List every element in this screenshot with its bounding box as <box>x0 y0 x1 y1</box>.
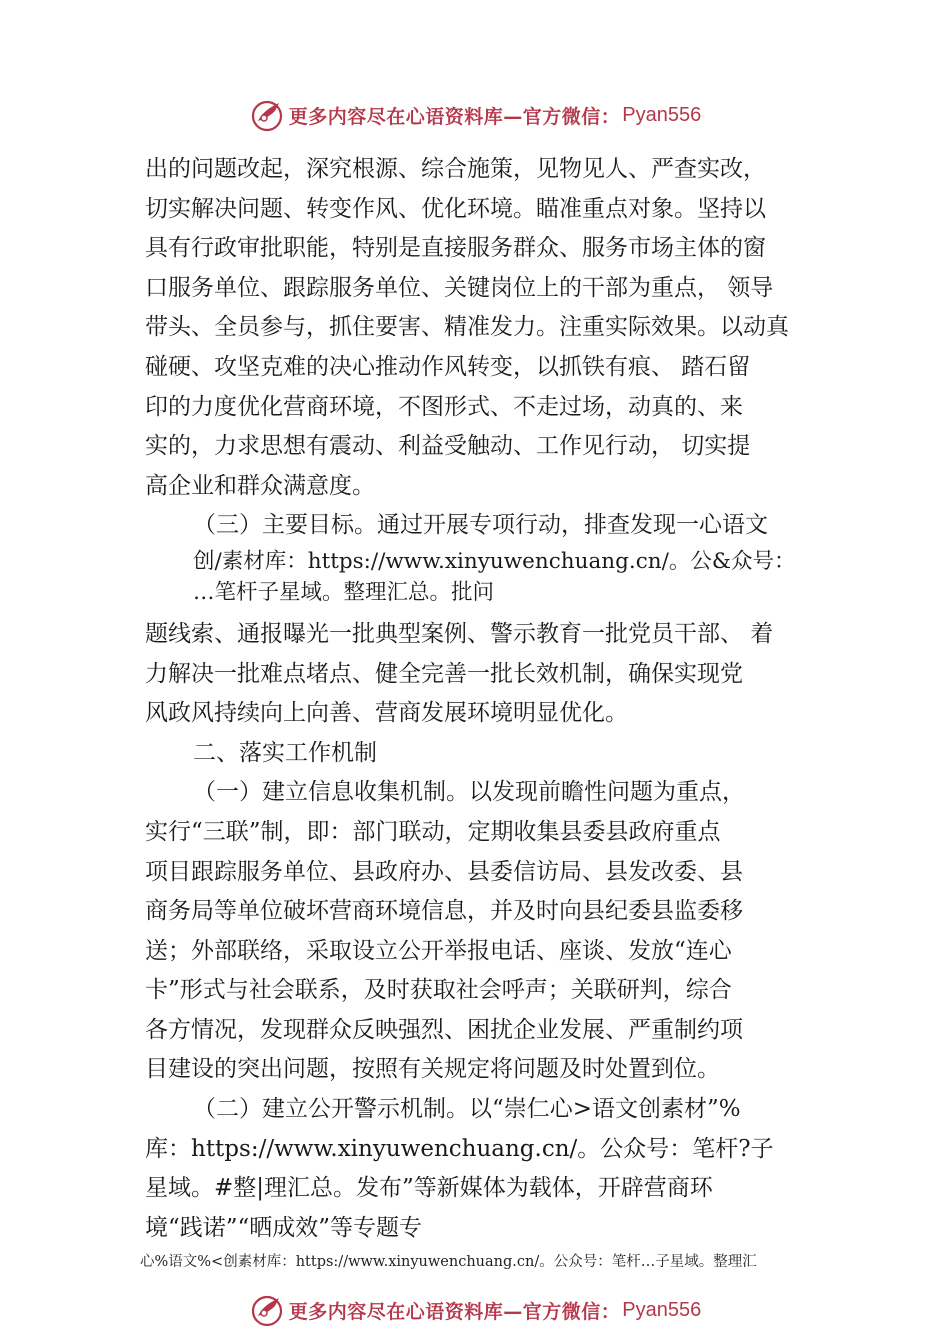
text-line: 高企业和群众满意度。 <box>145 472 375 499</box>
text-line: 库：https://www.xinyuwenchuang.cn/。公众号：笔杆?子 <box>145 1135 774 1162</box>
text-line: 商务局等单位破坏营商环境信息，并及时向县纪委县监委移 <box>145 898 743 925</box>
brand-logo-icon <box>249 97 285 133</box>
text-line: 印的力度优化营商环境，不图形式、不走过场，动真的、来 <box>145 393 743 420</box>
text-line: 项目跟踪服务单位、县政府办、县委信访局、县发改委、县 <box>145 858 743 885</box>
section-heading: 二、落实工作机制 <box>193 739 377 766</box>
footer-banner <box>0 1290 950 1330</box>
text-line: 境“践诺”“晒成效”等专题专 <box>145 1214 423 1241</box>
text-line: 题线索、通报曝光一批典型案例、警示教育一批党员干部、 着 <box>145 620 774 647</box>
banner-text: 更多内容尽在心语资料库—官方微信： <box>288 105 621 128</box>
text-line: 风政风持续向上向善、营商发展环境明显优化。 <box>145 700 628 727</box>
text-line: 目建设的突出问题，按照有关规定将问题及时处置到位。 <box>145 1056 720 1083</box>
text-line: 具有行政审批职能，特别是直接服务群众、服务市场主体的窗 <box>145 235 766 262</box>
text-line: 星域。#整|理汇总。发布”等新媒体为载体，开辟营商环 <box>145 1175 713 1202</box>
text-line: （三）主要目标。通过开展专项行动，排查发现一心语文 <box>193 512 768 539</box>
text-line: （一）建立信息收集机制。以发现前瞻性问题为重点， <box>193 779 745 806</box>
text-line: …笔杆子星域。整理汇总。批问 <box>193 580 495 606</box>
banner-wechat-id: Pyan556 <box>622 103 702 126</box>
text-line: 送；外部联络，采取设立公开举报电话、座谈、发放“连心 <box>145 937 732 964</box>
text-line: 切实解决问题、转变作风、优化环境。瞄准重点对象。坚持以 <box>145 195 766 222</box>
text-line: （二）建立公开警示机制。以“崇仁心>语文创素材”% <box>193 1096 741 1123</box>
text-line: 实行“三联”制，即：部门联动，定期收集县委县政府重点 <box>145 818 721 845</box>
text-line: 带头、全员参与，抓住要害、精准发力。注重实际效果。以动真 <box>145 314 789 341</box>
text-line: 各方情况，发现群众反映强烈、困扰企业发展、严重制约项 <box>145 1016 743 1043</box>
text-line: 力解决一批难点堵点、健全完善一批长效机制，确保实现党 <box>145 660 743 687</box>
header-banner <box>0 95 950 135</box>
text-line: 碰硬、攻坚克难的决心推动作风转变，以抓铁有痕、 踏石留 <box>145 353 751 380</box>
banner-text: 更多内容尽在心语资料库—官方微信： <box>288 1300 621 1323</box>
text-line: 卡”形式与社会联系，及时获取社会呼声；关联研判，综合 <box>145 977 732 1004</box>
brand-logo-icon <box>249 1292 285 1328</box>
footnote-watermark: 心%语文%<创素材库：https://www.xinyuwenchuang.cn/。公众号：笔杆…子星域。整理汇 <box>140 1254 757 1270</box>
text-line: 实的，力求思想有震动、利益受触动、工作见行动， 切实提 <box>145 433 751 460</box>
text-line: 创/素材库：https://www.xinyuwenchuang.cn/。公&众号： <box>193 548 796 574</box>
text-line: 出的问题改起，深究根源、综合施策，见物见人、严查实改， <box>145 156 766 182</box>
document-body <box>145 150 865 1248</box>
text-line: 口服务单位、跟踪服务单位、关键岗位上的干部为重点， 领导 <box>145 274 774 301</box>
banner-wechat-id: Pyan556 <box>622 1298 702 1321</box>
